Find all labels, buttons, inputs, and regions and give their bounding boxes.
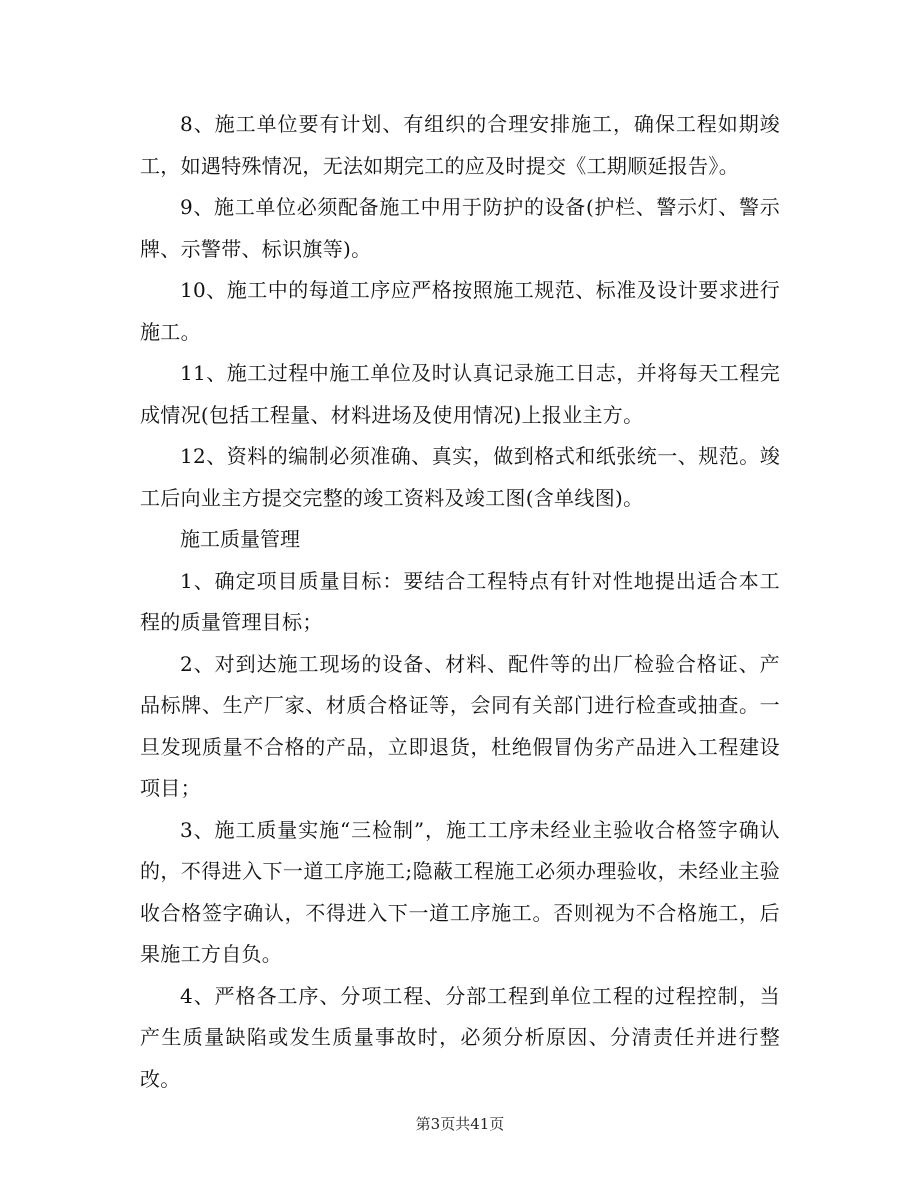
paragraph-item-9: 9、施工单位必须配备施工中用于防护的设备(护栏、警示灯、警示牌、示警带、标识旗等)。 [140,195,780,261]
section-heading: 施工质量管理 [180,527,300,551]
quality-item-2: 2、对到达施工现场的设备、材料、配件等的出厂检验合格证、产品标牌、生产厂家、材质合格证等，会同有关部门进行检查或抽查。一旦发现质量不合格的产品，立即退货，杜绝假冒伪劣产品进入工程建设项目； [140,651,780,800]
paragraph-item-12: 12、资料的编制必须准确、真实，做到格式和纸张统一、规范。竣工后向业主方提交完整的竣工资料及竣工图(含单线图)。 [140,444,780,510]
paragraph-item-11: 11、施工过程中施工单位及时认真记录施工日志，并将每天工程完成情况(包括工程量、材料进场及使用情况)上报业主方。 [140,361,780,427]
page-number-footer: 第3页共41页 [415,1115,505,1133]
quality-item-3: 3、施工质量实施“三检制”，施工工序未经业主验收合格签字确认的，不得进入下一道工序施工;隐蔽工程施工必须办理验收，未经业主验收合格签字确认，不得进入下一道工序施工。否则视为不合格施工，后果施工方自负。 [140,817,780,966]
document-body [140,104,780,1100]
quality-item-4: 4、严格各工序、分项工程、分部工程到单位工程的过程控制，当产生质量缺陷或发生质量事故时，必须分析原因、分清责任并进行整改。 [140,983,780,1091]
paragraph-item-10: 10、施工中的每道工序应严格按照施工规范、标准及设计要求进行施工。 [140,278,780,344]
paragraph-item-8: 8、施工单位要有计划、有组织的合理安排施工，确保工程如期竣工，如遇特殊情况，无法如期完工的应及时提交《工期顺延报告》。 [140,112,780,178]
quality-item-1: 1、确定项目质量目标：要结合工程特点有针对性地提出适合本工程的质量管理目标； [140,568,780,634]
